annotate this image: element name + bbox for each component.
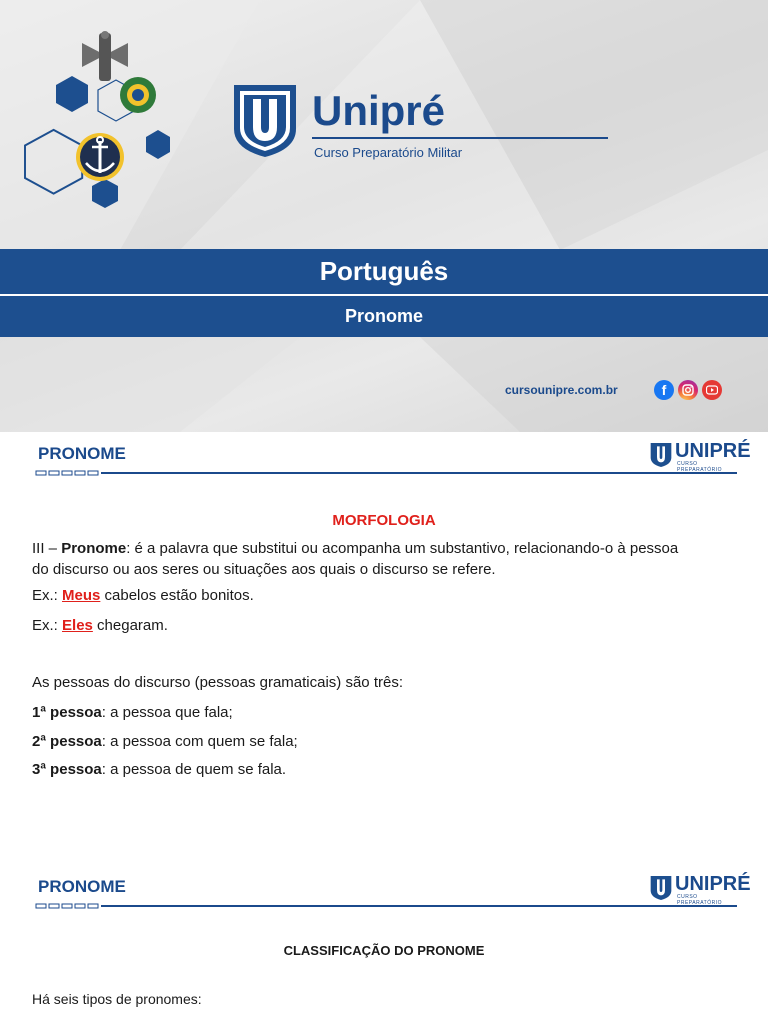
- logo-rule: [312, 137, 608, 139]
- header-rule: [35, 472, 737, 474]
- header-logo-word: UNIPRÉ: [675, 440, 751, 462]
- example-item: Ex.: Eles chegaram.: [32, 617, 168, 634]
- topic-band: [0, 296, 768, 337]
- slide-header: [0, 867, 768, 915]
- subject-title: Português: [319, 256, 449, 286]
- air-force-wings-icon: [82, 31, 128, 81]
- social-links: [654, 380, 722, 400]
- classification-intro: Há seis tipos de pronomes:: [32, 991, 202, 1007]
- header-logo-sub: CURSO PREPARATÓRIO: [677, 894, 722, 906]
- definition-paragraph: [32, 538, 742, 580]
- military-emblems: [10, 25, 200, 225]
- example-highlight: Meus: [62, 587, 101, 604]
- definition-line-2: do discurso ou aos seres ou situações aos quais o discurso se refere.: [32, 561, 496, 578]
- definition-line-1: III – Pronome: é a palavra que substitui ou acompanha um substantivo, relacionando-o à pessoa: [32, 540, 679, 557]
- subject-band: [0, 249, 768, 294]
- header-logo: [650, 873, 751, 906]
- brand-tagline: Curso Preparatório Militar: [314, 145, 463, 160]
- person-item: 1ª pessoa: a pessoa que fala;: [32, 704, 233, 721]
- header-logo-sub: CURSO PREPARATÓRIO: [677, 461, 722, 473]
- unipre-shield-icon: [232, 83, 298, 159]
- unipre-shield-icon: [650, 875, 672, 901]
- definition-term: Pronome: [61, 540, 127, 557]
- unipre-shield-icon: [650, 442, 672, 468]
- army-emblem-icon: [120, 77, 156, 113]
- example-highlight: Eles: [62, 617, 93, 634]
- person-item: 2ª pessoa: a pessoa com quem se fala;: [32, 733, 298, 750]
- header-logo: [650, 440, 751, 473]
- instagram-icon[interactable]: [678, 380, 698, 400]
- header-title: PRONOME: [38, 877, 126, 896]
- brand-wordmark: Unipré: [312, 87, 446, 134]
- header-title: PRONOME: [38, 444, 126, 463]
- facebook-icon[interactable]: f: [654, 380, 674, 400]
- website-link[interactable]: cursounipre.com.br: [505, 383, 618, 397]
- section-title: CLASSIFICAÇÃO DO PRONOME: [283, 943, 485, 958]
- example-item: Ex.: Meus cabelos estão bonitos.: [32, 587, 254, 604]
- cover-slide: [0, 0, 768, 432]
- header-chevrons: [35, 468, 101, 478]
- header-chevrons: [35, 901, 101, 911]
- slide-header: [0, 434, 768, 482]
- hexagon-shape: [56, 76, 88, 112]
- persons-intro: As pessoas do discurso (pessoas gramaticais) são três:: [32, 674, 403, 691]
- header-rule: [35, 905, 737, 907]
- navy-anchor-icon: [76, 133, 124, 181]
- section-title: MORFOLOGIA: [332, 512, 436, 529]
- person-item: 3ª pessoa: a pessoa de quem se fala.: [32, 761, 287, 778]
- unipre-logo: [232, 83, 612, 163]
- youtube-icon[interactable]: [702, 380, 722, 400]
- header-logo-word: UNIPRÉ: [675, 873, 751, 895]
- topic-title: Pronome: [344, 306, 423, 326]
